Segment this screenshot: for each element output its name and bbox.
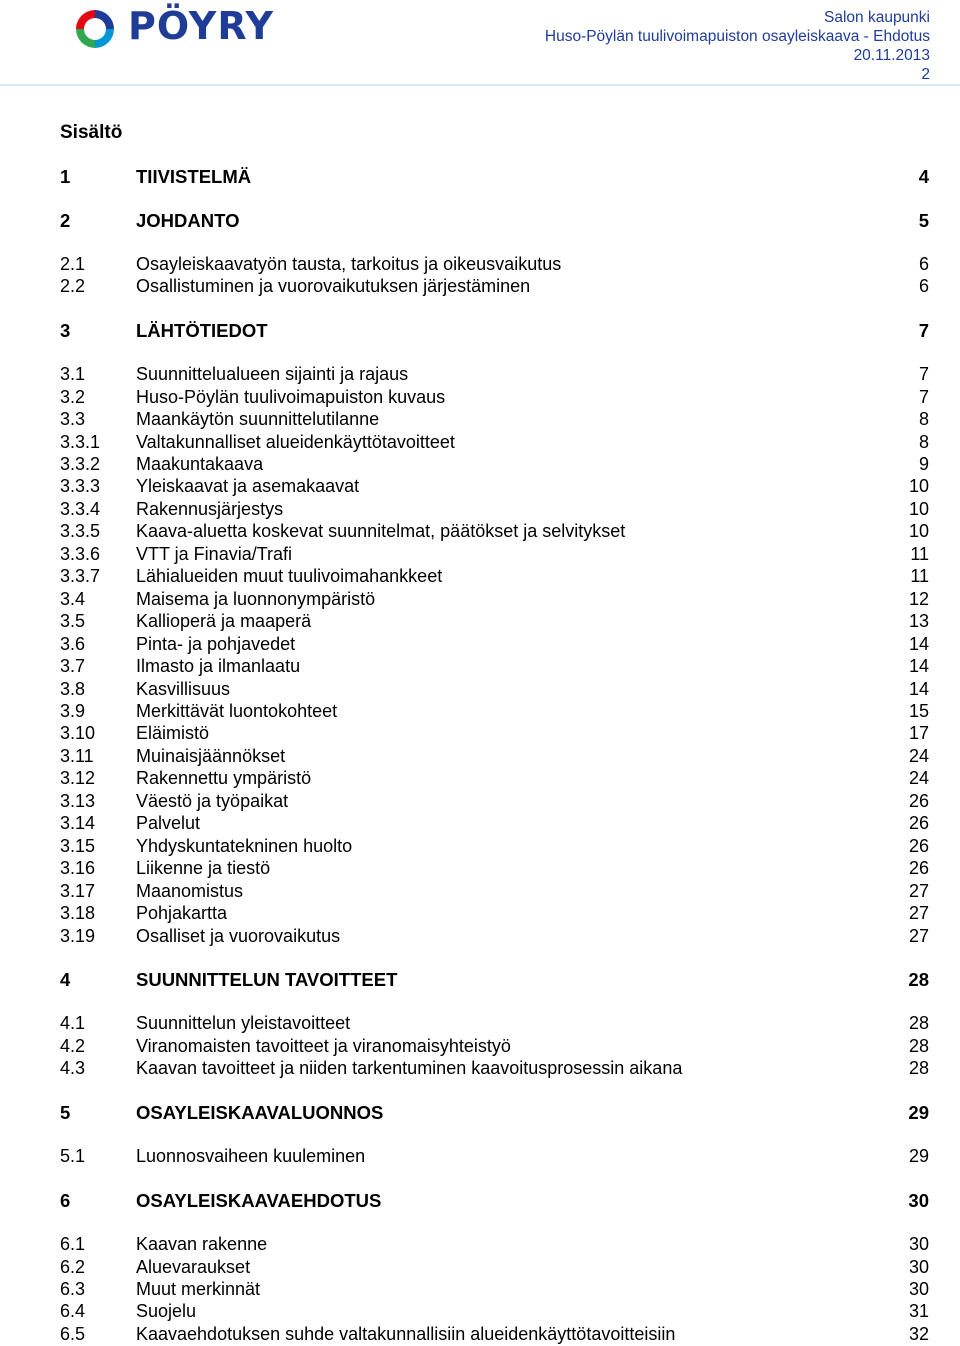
- toc-entry-number: 3.11: [60, 746, 94, 766]
- toc-entry[interactable]: [0, 723, 960, 745]
- toc-entry-page: 31: [908, 1301, 929, 1321]
- toc-entry[interactable]: [0, 566, 960, 588]
- toc-entry-text: Eläimistö: [136, 723, 210, 743]
- client-name: Salon kaupunki: [824, 9, 930, 26]
- toc-entry-number: 3.3.1: [60, 432, 101, 452]
- toc-entry-number: 3.3: [60, 409, 86, 429]
- document-date: 20.11.2013: [853, 47, 930, 64]
- toc-title: Sisältö: [60, 122, 123, 143]
- toc-entry[interactable]: [0, 476, 960, 498]
- toc-entry-page: 24: [908, 768, 929, 788]
- toc-entry[interactable]: [0, 926, 960, 948]
- toc-entry-number: 5.1: [60, 1146, 86, 1166]
- toc-entry-page: 17: [908, 723, 929, 743]
- toc-entry-text: Palvelut: [136, 813, 201, 833]
- toc-entry-text: Suojelu: [136, 1301, 197, 1321]
- toc-entry[interactable]: [0, 813, 960, 835]
- toc-entry-number: 4.3: [60, 1058, 86, 1078]
- toc-entry-number: 2.2: [60, 276, 86, 296]
- toc-entry-number: 6: [60, 1190, 71, 1211]
- toc-entry-page: 24: [908, 746, 929, 766]
- toc-entry-page: 5: [918, 210, 929, 231]
- toc-entry-number: 4.1: [60, 1013, 86, 1033]
- toc-entry-number: 3.3.2: [60, 454, 101, 474]
- toc-entry[interactable]: [0, 387, 960, 409]
- toc-entry-number: 4.2: [60, 1036, 86, 1056]
- toc-entry-text: Maanomistus: [136, 881, 244, 901]
- toc-entry-number: 3.7: [60, 656, 86, 676]
- toc-entry[interactable]: [0, 679, 960, 701]
- toc-entry-page: 8: [918, 409, 929, 429]
- toc-entry-text: Suunnittelualueen sijainti ja rajaus: [136, 364, 409, 384]
- toc-entry[interactable]: [0, 499, 960, 521]
- toc-entry-number: 3.15: [60, 836, 96, 856]
- toc-entry-number: 6.2: [60, 1257, 86, 1277]
- toc-entry-number: 3.12: [60, 768, 96, 788]
- toc-entry[interactable]: [0, 903, 960, 925]
- toc-entry[interactable]: [0, 1058, 960, 1080]
- toc-entry-number: 6.5: [60, 1324, 86, 1344]
- toc-entry-number: 4: [60, 969, 71, 990]
- toc-entry[interactable]: [0, 1257, 960, 1279]
- toc-entry-number: 3.3.6: [60, 544, 101, 564]
- header-meta: [545, 8, 930, 84]
- toc-entry-text: Rakennettu ympäristö: [136, 768, 312, 788]
- toc-entry[interactable]: [0, 1190, 960, 1212]
- toc-entry-number: 3.3.7: [60, 566, 101, 586]
- toc-entry-page: 6: [918, 276, 929, 296]
- toc-entry-number: 3.2: [60, 387, 86, 407]
- toc-entry-text: Luonnosvaiheen kuuleminen: [136, 1146, 366, 1166]
- toc-entry-page: 10: [908, 521, 929, 541]
- toc-entry-text: Yhdyskuntatekninen huolto: [136, 836, 353, 856]
- toc-entry[interactable]: [0, 364, 960, 386]
- toc-entry-text: JOHDANTO: [136, 210, 240, 231]
- toc-entry-page: 27: [908, 926, 929, 946]
- toc-entry-page: 14: [908, 679, 929, 699]
- toc-entry-text: Yleiskaavat ja asemakaavat: [136, 476, 360, 496]
- toc-entry-number: 3.9: [60, 701, 86, 721]
- toc-entry-page: 30: [908, 1234, 929, 1254]
- toc-entry-number: 3.19: [60, 926, 96, 946]
- toc-entry-text: Merkittävät luontokohteet: [136, 701, 338, 721]
- toc-entry-text: Viranomaisten tavoitteet ja viranomaisyhteistyö: [136, 1036, 511, 1056]
- toc-entry-page: 15: [908, 701, 929, 721]
- toc-entry-number: 3.13: [60, 791, 96, 811]
- toc-entry-page: 30: [908, 1279, 929, 1299]
- toc-entry[interactable]: [0, 881, 960, 903]
- toc-entry-page: 28: [908, 1013, 929, 1033]
- toc-entry-page: 28: [908, 969, 929, 990]
- toc-entry-number: 3.5: [60, 611, 86, 631]
- toc-entry-number: 3.16: [60, 858, 96, 878]
- toc-entry-number: 2.1: [60, 254, 86, 274]
- toc-entry[interactable]: [0, 544, 960, 566]
- toc-entry-text: Valtakunnalliset alueidenkäyttötavoitteet: [136, 432, 455, 452]
- toc-entry-page: 7: [918, 320, 929, 341]
- toc-entry[interactable]: [0, 1324, 960, 1346]
- toc-entry-text: Aluevaraukset: [136, 1257, 251, 1277]
- toc-entry-page: 30: [908, 1190, 929, 1211]
- page-header: [0, 0, 960, 86]
- toc-entry-number: 3.8: [60, 679, 86, 699]
- toc-entry-text: SUUNNITTELUN TAVOITTEET: [136, 969, 398, 990]
- toc-entry[interactable]: [0, 1301, 960, 1323]
- document-title: Huso-Pöylän tuulivoimapuiston osayleiskaava - Ehdotus: [544, 28, 930, 45]
- page-number: 2: [921, 66, 930, 83]
- toc-entry-text: Pohjakartta: [136, 903, 228, 923]
- toc-entry[interactable]: [0, 521, 960, 543]
- toc-entry-page: 29: [908, 1102, 929, 1123]
- toc-entry-page: 7: [918, 364, 929, 384]
- toc-entry-number: 3.17: [60, 881, 96, 901]
- toc-entry[interactable]: [0, 791, 960, 813]
- toc-entry-page: 12: [908, 589, 929, 609]
- toc-entry[interactable]: [0, 1146, 960, 1168]
- toc-entry-page: 10: [908, 476, 929, 496]
- toc-entry-number: 3.3.3: [60, 476, 101, 496]
- toc-entry-number: 6.4: [60, 1301, 86, 1321]
- toc-entry-text: Kaava-aluetta koskevat suunnitelmat, päätökset ja selvitykset: [136, 521, 626, 541]
- toc-entry-page: 13: [908, 611, 929, 631]
- toc-entry-page: 27: [908, 881, 929, 901]
- toc-entry[interactable]: [0, 1279, 960, 1301]
- toc-entry-page: 11: [910, 544, 929, 564]
- toc-entry-text: Kallioperä ja maaperä: [136, 611, 312, 631]
- toc-entry-text: VTT ja Finavia/Trafi: [136, 544, 293, 564]
- toc-entry-page: 28: [908, 1036, 929, 1056]
- toc-entry[interactable]: [0, 254, 960, 276]
- toc-entry-text: TIIVISTELMÄ: [136, 166, 252, 187]
- toc-entry-text: Osallistuminen ja vuorovaikutuksen järjestäminen: [136, 276, 531, 296]
- toc-entry-number: 3.10: [60, 723, 96, 743]
- toc-entry-page: 6: [918, 254, 929, 274]
- toc-entry-text: LÄHTÖTIEDOT: [136, 320, 268, 341]
- toc-entry[interactable]: [0, 1036, 960, 1058]
- poyry-logo-mark-icon: [70, 6, 120, 52]
- toc-entry[interactable]: [0, 1234, 960, 1256]
- toc-entry-number: 2: [60, 210, 71, 231]
- toc-entry-page: 32: [908, 1324, 929, 1344]
- toc-entry-page: 27: [908, 903, 929, 923]
- toc-entry-page: 26: [908, 813, 929, 833]
- toc-entry-text: Huso-Pöylän tuulivoimapuiston kuvaus: [136, 387, 446, 407]
- toc-entry-text: Osalliset ja vuorovaikutus: [136, 926, 341, 946]
- toc-entry[interactable]: [0, 858, 960, 880]
- toc-entry-page: 30: [908, 1257, 929, 1277]
- header-divider: [0, 84, 960, 86]
- toc-entry-text: Kaavan tavoitteet ja niiden tarkentuminen kaavoitusprosessin aikana: [136, 1058, 683, 1078]
- toc-entry-page: 14: [908, 656, 929, 676]
- toc-entry-number: 3.6: [60, 634, 86, 654]
- toc-entry-number: 3.18: [60, 903, 96, 923]
- toc-entry-page: 4: [918, 166, 929, 187]
- toc-entry-page: 26: [908, 836, 929, 856]
- toc-entry-page: 26: [908, 791, 929, 811]
- toc-entry-number: 3.1: [60, 364, 86, 384]
- toc-entry-text: Kasvillisuus: [136, 679, 231, 699]
- toc-entry-number: 3.4: [60, 589, 86, 609]
- toc-entry[interactable]: [0, 701, 960, 723]
- toc-entry-number: 3: [60, 320, 71, 341]
- toc-entry[interactable]: [0, 210, 960, 232]
- toc-entry-text: Liikenne ja tiestö: [136, 858, 271, 878]
- toc-entry-text: Muut merkinnät: [136, 1279, 261, 1299]
- toc-entry-text: Pinta- ja pohjavedet: [136, 634, 296, 654]
- toc-entry-page: 11: [910, 566, 929, 586]
- toc-entry-text: Maakuntakaava: [136, 454, 264, 474]
- toc-entry-number: 3.3.5: [60, 521, 101, 541]
- toc-entry-text: Maankäytön suunnittelutilanne: [136, 409, 380, 429]
- toc-entry-number: 1: [60, 166, 71, 187]
- toc-entry-number: 6.3: [60, 1279, 86, 1299]
- brand-wordmark: PÖYRY: [128, 4, 275, 48]
- toc-entry[interactable]: [0, 589, 960, 611]
- toc-entry[interactable]: [0, 969, 960, 991]
- toc-entry-page: 10: [908, 499, 929, 519]
- toc-entry[interactable]: [0, 409, 960, 431]
- toc-entry-page: 29: [908, 1146, 929, 1166]
- toc-entry-text: Kaavaehdotuksen suhde valtakunnallisiin alueidenkäyttötavoitteisiin: [136, 1324, 676, 1344]
- toc-entry[interactable]: [0, 746, 960, 768]
- toc-entry[interactable]: [0, 432, 960, 454]
- toc-entry[interactable]: [0, 634, 960, 656]
- toc-entry-number: 3.14: [60, 813, 96, 833]
- toc-entry[interactable]: [0, 768, 960, 790]
- toc-entry-text: Ilmasto ja ilmanlaatu: [136, 656, 301, 676]
- toc-entry-page: 14: [908, 634, 929, 654]
- toc-entry-text: Rakennusjärjestys: [136, 499, 284, 519]
- toc-entry-number: 5: [60, 1102, 71, 1123]
- toc-entry-number: 6.1: [60, 1234, 86, 1254]
- toc-entry[interactable]: [0, 320, 960, 342]
- poyry-logo: [70, 6, 310, 52]
- toc-entry-text: Osayleiskaavatyön tausta, tarkoitus ja oikeusvaikutus: [136, 254, 562, 274]
- toc-entry-page: 26: [908, 858, 929, 878]
- toc-entry-text: OSAYLEISKAAVALUONNOS: [136, 1102, 384, 1123]
- toc-entry-page: 28: [908, 1058, 929, 1078]
- toc-entry-page: 9: [918, 454, 929, 474]
- toc-entry[interactable]: [0, 656, 960, 678]
- toc-entry-text: Suunnittelun yleistavoitteet: [136, 1013, 351, 1033]
- toc-entry-number: 3.3.4: [60, 499, 101, 519]
- toc-entry-text: Lähialueiden muut tuulivoimahankkeet: [136, 566, 443, 586]
- toc-entry-text: Maisema ja luonnonympäristö: [136, 589, 376, 609]
- toc-entry[interactable]: [0, 1102, 960, 1124]
- toc-entry-text: Muinaisjäännökset: [136, 746, 286, 766]
- toc-entry[interactable]: [0, 276, 960, 298]
- toc-entry[interactable]: [0, 611, 960, 633]
- toc-entry[interactable]: [0, 166, 960, 188]
- toc-entry-page: 7: [918, 387, 929, 407]
- toc-entry-text: OSAYLEISKAAVAEHDOTUS: [136, 1190, 382, 1211]
- toc-entry-text: Kaavan rakenne: [136, 1234, 268, 1254]
- toc-entry-text: Väestö ja työpaikat: [136, 791, 289, 811]
- toc-entry[interactable]: [0, 836, 960, 858]
- toc-entry-page: 8: [918, 432, 929, 452]
- toc-entry[interactable]: [0, 1013, 960, 1035]
- toc-entry[interactable]: [0, 454, 960, 476]
